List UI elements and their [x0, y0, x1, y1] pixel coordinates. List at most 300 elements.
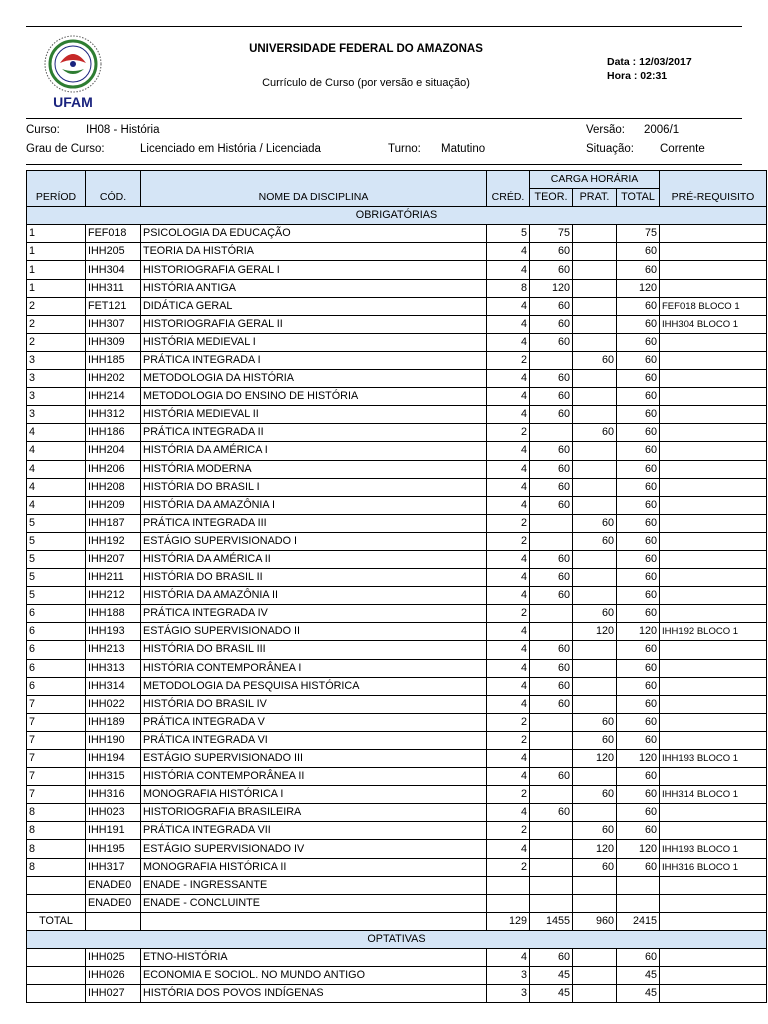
table-row — [27, 424, 767, 442]
col-periodo: PERÍOD — [27, 171, 86, 207]
cell-teorica: 60 — [530, 804, 573, 822]
cell-total: 45 — [617, 967, 660, 985]
cell-prerequisito — [660, 496, 767, 514]
cell-codigo: IHH185 — [86, 351, 141, 369]
cell-teorica: 60 — [530, 587, 573, 605]
cell-periodo: 3 — [27, 406, 86, 424]
cell-periodo: 5 — [27, 532, 86, 550]
cell-codigo: IHH194 — [86, 750, 141, 768]
cell-creditos: 4 — [487, 840, 530, 858]
cell-pratica — [573, 460, 617, 478]
table-row — [27, 279, 767, 297]
cell-teorica: 60 — [530, 569, 573, 587]
cell-pratica: 60 — [573, 731, 617, 749]
university-name: UNIVERSIDADE FEDERAL DO AMAZONAS — [249, 43, 483, 55]
cell-nome: MONOGRAFIA HISTÓRICA II — [141, 858, 487, 876]
cell-creditos: 4 — [487, 569, 530, 587]
cell-total: 60 — [617, 550, 660, 568]
cell-codigo: IHH314 — [86, 677, 141, 695]
cell-codigo: IHH207 — [86, 550, 141, 568]
cell-periodo: 8 — [27, 822, 86, 840]
cell-nome: PSICOLOGIA DA EDUCAÇÃO — [141, 225, 487, 243]
cell-periodo: 3 — [27, 388, 86, 406]
cell-teorica: 60 — [530, 478, 573, 496]
cell-nome: ESTÁGIO SUPERVISIONADO IV — [141, 840, 487, 858]
cell-periodo — [27, 949, 86, 967]
cell-teorica — [530, 605, 573, 623]
table-row — [27, 333, 767, 351]
cell-total: 60 — [617, 388, 660, 406]
cell-periodo: 7 — [27, 695, 86, 713]
cell-creditos: 4 — [487, 478, 530, 496]
cell-total: 60 — [617, 822, 660, 840]
cell-prerequisito — [660, 641, 767, 659]
section-obrigatorias — [27, 207, 767, 225]
cell-prerequisito — [660, 478, 767, 496]
cell-nome: HISTORIOGRAFIA BRASILEIRA — [141, 804, 487, 822]
date-label: Data : — [607, 56, 637, 68]
total-empty-codigo — [86, 912, 141, 930]
cell-total: 60 — [617, 333, 660, 351]
table-row — [27, 858, 767, 876]
cell-teorica: 75 — [530, 225, 573, 243]
cell-pratica: 60 — [573, 713, 617, 731]
cell-total: 120 — [617, 279, 660, 297]
cell-total: 60 — [617, 713, 660, 731]
cell-codigo: IHH190 — [86, 731, 141, 749]
cell-nome: HISTÓRIA ANTIGA — [141, 279, 487, 297]
cell-codigo: IHH316 — [86, 786, 141, 804]
total-empty-pre — [660, 912, 767, 930]
cell-prerequisito — [660, 243, 767, 261]
table-row — [27, 351, 767, 369]
cell-codigo: IHH193 — [86, 623, 141, 641]
cell-total: 60 — [617, 587, 660, 605]
cell-codigo: IHH195 — [86, 840, 141, 858]
cell-pratica — [573, 768, 617, 786]
section-label: OPTATIVAS — [27, 930, 767, 948]
total-empty-nome — [141, 912, 487, 930]
cell-nome: PRÁTICA INTEGRADA II — [141, 424, 487, 442]
cell-total: 60 — [617, 532, 660, 550]
cell-codigo: IHH307 — [86, 315, 141, 333]
table-row — [27, 822, 767, 840]
cell-pratica — [573, 406, 617, 424]
table-row — [27, 967, 767, 985]
cell-periodo: 8 — [27, 858, 86, 876]
cell-prerequisito — [660, 822, 767, 840]
cell-prerequisito: FEF018 BLOCO 1 — [660, 297, 767, 315]
cell-teorica — [530, 840, 573, 858]
curriculum-table — [26, 170, 767, 1003]
cell-periodo: 4 — [27, 478, 86, 496]
header-row-group — [27, 171, 767, 189]
cell-total: 60 — [617, 496, 660, 514]
cell-nome: HISTÓRIA CONTEMPORÂNEA II — [141, 768, 487, 786]
cell-teorica — [530, 750, 573, 768]
cell-nome: HISTÓRIA DO BRASIL III — [141, 641, 487, 659]
cell-periodo: 1 — [27, 243, 86, 261]
cell-prerequisito: IHH193 BLOCO 1 — [660, 840, 767, 858]
table-row — [27, 532, 767, 550]
table-row — [27, 460, 767, 478]
cell-codigo: IHH212 — [86, 587, 141, 605]
cell-total: 60 — [617, 804, 660, 822]
cell-pratica — [573, 695, 617, 713]
cell-periodo: 7 — [27, 750, 86, 768]
cell-prerequisito — [660, 677, 767, 695]
cell-teorica: 60 — [530, 442, 573, 460]
cell-creditos: 5 — [487, 225, 530, 243]
cell-teorica — [530, 532, 573, 550]
info-divider — [26, 164, 742, 165]
cell-periodo — [27, 894, 86, 912]
cell-periodo: 2 — [27, 333, 86, 351]
cell-teorica — [530, 822, 573, 840]
time-value: 02:31 — [640, 70, 668, 82]
table-row — [27, 550, 767, 568]
cell-creditos: 2 — [487, 858, 530, 876]
cell-periodo: 2 — [27, 297, 86, 315]
cell-nome: HISTÓRIA MODERNA — [141, 460, 487, 478]
cell-nome: HISTORIOGRAFIA GERAL I — [141, 261, 487, 279]
cell-codigo: IHH191 — [86, 822, 141, 840]
cell-codigo: IHH304 — [86, 261, 141, 279]
table-row — [27, 388, 767, 406]
cell-periodo — [27, 985, 86, 1003]
cell-nome: HISTÓRIA DOS POVOS INDÍGENAS — [141, 985, 487, 1003]
cell-prerequisito: IHH316 BLOCO 1 — [660, 858, 767, 876]
cell-creditos: 2 — [487, 532, 530, 550]
cell-total: 60 — [617, 514, 660, 532]
cell-total: 45 — [617, 985, 660, 1003]
cell-total: 60 — [617, 442, 660, 460]
cell-prerequisito — [660, 985, 767, 1003]
cell-codigo: FEF018 — [86, 225, 141, 243]
cell-pratica — [573, 225, 617, 243]
cell-prerequisito — [660, 370, 767, 388]
cell-teorica — [530, 876, 573, 894]
table-row — [27, 677, 767, 695]
col-nome: NOME DA DISCIPLINA — [141, 171, 487, 207]
cell-creditos: 2 — [487, 424, 530, 442]
cell-pratica — [573, 478, 617, 496]
cell-teorica: 60 — [530, 243, 573, 261]
cell-prerequisito — [660, 768, 767, 786]
cell-periodo: 7 — [27, 713, 86, 731]
cell-creditos: 4 — [487, 333, 530, 351]
cell-periodo: 7 — [27, 768, 86, 786]
cell-prerequisito — [660, 351, 767, 369]
cell-creditos: 4 — [487, 261, 530, 279]
table-row — [27, 315, 767, 333]
cell-nome: HISTÓRIA MEDIEVAL I — [141, 333, 487, 351]
table-row — [27, 985, 767, 1003]
cell-codigo: IHH209 — [86, 496, 141, 514]
table-row — [27, 297, 767, 315]
cell-total: 60 — [617, 243, 660, 261]
table-row — [27, 894, 767, 912]
versao-label: Versão: — [586, 124, 625, 136]
cell-codigo: FET121 — [86, 297, 141, 315]
cell-nome: PRÁTICA INTEGRADA VI — [141, 731, 487, 749]
turno-label: Turno: — [388, 143, 421, 155]
table-row — [27, 514, 767, 532]
situacao-value: Corrente — [660, 143, 705, 155]
table-row — [27, 243, 767, 261]
cell-nome: PRÁTICA INTEGRADA I — [141, 351, 487, 369]
cell-codigo: IHH312 — [86, 406, 141, 424]
cell-prerequisito — [660, 424, 767, 442]
cell-pratica: 120 — [573, 840, 617, 858]
cell-pratica: 60 — [573, 605, 617, 623]
table-row — [27, 695, 767, 713]
cell-teorica: 60 — [530, 550, 573, 568]
table-row — [27, 605, 767, 623]
cell-teorica: 60 — [530, 406, 573, 424]
cell-prerequisito — [660, 967, 767, 985]
cell-teorica — [530, 858, 573, 876]
table-row — [27, 442, 767, 460]
cell-periodo: 3 — [27, 370, 86, 388]
cell-nome: ETNO-HISTÓRIA — [141, 949, 487, 967]
cell-nome: PRÁTICA INTEGRADA VII — [141, 822, 487, 840]
grau-label: Grau de Curso: — [26, 143, 105, 155]
cell-teorica: 60 — [530, 949, 573, 967]
cell-periodo: 6 — [27, 677, 86, 695]
cell-total: 60 — [617, 677, 660, 695]
table-row — [27, 786, 767, 804]
col-total: TOTAL — [617, 189, 660, 207]
cell-total: 60 — [617, 351, 660, 369]
cell-prerequisito — [660, 804, 767, 822]
cell-nome: METODOLOGIA DA HISTÓRIA — [141, 370, 487, 388]
table-row — [27, 641, 767, 659]
cell-total — [617, 894, 660, 912]
cell-nome: HISTÓRIA DO BRASIL I — [141, 478, 487, 496]
cell-creditos: 4 — [487, 804, 530, 822]
total-row — [27, 912, 767, 930]
cell-nome: HISTORIOGRAFIA GERAL II — [141, 315, 487, 333]
cell-nome: ENADE - CONCLUINTE — [141, 894, 487, 912]
cell-teorica: 60 — [530, 677, 573, 695]
cell-codigo: ENADE0 — [86, 876, 141, 894]
cell-prerequisito — [660, 514, 767, 532]
cell-nome: HISTÓRIA DO BRASIL IV — [141, 695, 487, 713]
cell-teorica — [530, 424, 573, 442]
col-teorica: TEOR. — [530, 189, 573, 207]
cell-teorica — [530, 786, 573, 804]
cell-periodo — [27, 967, 86, 985]
cell-nome: HISTÓRIA DA AMÉRICA I — [141, 442, 487, 460]
cell-nome: METODOLOGIA DO ENSINO DE HISTÓRIA — [141, 388, 487, 406]
cell-teorica: 60 — [530, 333, 573, 351]
total-label: TOTAL — [27, 912, 86, 930]
cell-creditos: 4 — [487, 297, 530, 315]
cell-nome: ENADE - INGRESSANTE — [141, 876, 487, 894]
cell-pratica: 60 — [573, 351, 617, 369]
cell-teorica: 60 — [530, 297, 573, 315]
cell-pratica — [573, 496, 617, 514]
cell-periodo: 6 — [27, 659, 86, 677]
cell-creditos: 3 — [487, 985, 530, 1003]
table-row — [27, 370, 767, 388]
cell-pratica — [573, 315, 617, 333]
cell-prerequisito — [660, 605, 767, 623]
cell-total: 60 — [617, 370, 660, 388]
cell-creditos: 4 — [487, 243, 530, 261]
cell-pratica — [573, 442, 617, 460]
cell-pratica — [573, 641, 617, 659]
table-row — [27, 750, 767, 768]
cell-pratica — [573, 949, 617, 967]
cell-total: 60 — [617, 406, 660, 424]
cell-teorica — [530, 894, 573, 912]
cell-pratica — [573, 677, 617, 695]
cell-creditos: 8 — [487, 279, 530, 297]
cell-prerequisito — [660, 261, 767, 279]
cell-pratica — [573, 569, 617, 587]
cell-codigo: IHH189 — [86, 713, 141, 731]
cell-nome: HISTÓRIA MEDIEVAL II — [141, 406, 487, 424]
cell-pratica — [573, 333, 617, 351]
cell-periodo: 5 — [27, 550, 86, 568]
cell-nome: ESTÁGIO SUPERVISIONADO I — [141, 532, 487, 550]
cell-nome: MONOGRAFIA HISTÓRICA I — [141, 786, 487, 804]
cell-teorica — [530, 713, 573, 731]
cell-nome: DIDÁTICA GERAL — [141, 297, 487, 315]
cell-creditos: 4 — [487, 496, 530, 514]
cell-creditos: 4 — [487, 406, 530, 424]
cell-periodo: 6 — [27, 623, 86, 641]
cell-creditos: 2 — [487, 713, 530, 731]
cell-nome: TEORIA DA HISTÓRIA — [141, 243, 487, 261]
cell-teorica — [530, 514, 573, 532]
cell-total: 60 — [617, 261, 660, 279]
cell-prerequisito — [660, 659, 767, 677]
cell-codigo: IHH023 — [86, 804, 141, 822]
cell-teorica: 60 — [530, 695, 573, 713]
cell-periodo: 7 — [27, 786, 86, 804]
cell-total — [617, 876, 660, 894]
curso-value: IH08 - História — [86, 124, 160, 136]
cell-periodo: 5 — [27, 587, 86, 605]
cell-creditos — [487, 894, 530, 912]
cell-periodo: 5 — [27, 569, 86, 587]
cell-creditos: 2 — [487, 351, 530, 369]
versao-value: 2006/1 — [644, 124, 680, 136]
table-row — [27, 478, 767, 496]
col-carga-horaria: CARGA HORÁRIA — [530, 171, 660, 189]
cell-total: 60 — [617, 478, 660, 496]
cell-codigo: IHH309 — [86, 333, 141, 351]
cell-creditos: 4 — [487, 388, 530, 406]
cell-pratica — [573, 297, 617, 315]
cell-pratica: 60 — [573, 532, 617, 550]
cell-pratica: 60 — [573, 786, 617, 804]
cell-prerequisito — [660, 876, 767, 894]
table-row — [27, 768, 767, 786]
cell-teorica: 60 — [530, 388, 573, 406]
total-pratica: 960 — [573, 912, 617, 930]
cell-creditos: 4 — [487, 949, 530, 967]
cell-pratica — [573, 279, 617, 297]
cell-teorica: 60 — [530, 641, 573, 659]
cell-teorica: 60 — [530, 496, 573, 514]
cell-pratica: 120 — [573, 750, 617, 768]
cell-creditos: 4 — [487, 370, 530, 388]
cell-prerequisito: IHH304 BLOCO 1 — [660, 315, 767, 333]
cell-total: 60 — [617, 315, 660, 333]
cell-creditos: 4 — [487, 750, 530, 768]
cell-creditos: 4 — [487, 768, 530, 786]
col-creditos: CRÉD. — [487, 171, 530, 207]
cell-prerequisito — [660, 587, 767, 605]
cell-nome: ESTÁGIO SUPERVISIONADO III — [141, 750, 487, 768]
cell-total: 120 — [617, 750, 660, 768]
cell-creditos: 4 — [487, 695, 530, 713]
cell-nome: HISTÓRIA DO BRASIL II — [141, 569, 487, 587]
cell-creditos: 4 — [487, 677, 530, 695]
cell-pratica — [573, 894, 617, 912]
table-row — [27, 225, 767, 243]
cell-pratica — [573, 550, 617, 568]
cell-total: 60 — [617, 297, 660, 315]
cell-teorica — [530, 731, 573, 749]
cell-pratica: 60 — [573, 514, 617, 532]
cell-pratica — [573, 659, 617, 677]
cell-prerequisito: IHH314 BLOCO 1 — [660, 786, 767, 804]
table-row — [27, 659, 767, 677]
cell-total: 60 — [617, 731, 660, 749]
table-row — [27, 840, 767, 858]
cell-pratica — [573, 587, 617, 605]
cell-periodo: 6 — [27, 605, 86, 623]
total-teorica: 1455 — [530, 912, 573, 930]
cell-prerequisito — [660, 406, 767, 424]
total-total: 2415 — [617, 912, 660, 930]
cell-total: 60 — [617, 659, 660, 677]
cell-creditos: 2 — [487, 605, 530, 623]
cell-periodo: 1 — [27, 225, 86, 243]
cell-creditos: 4 — [487, 550, 530, 568]
header-divider — [26, 118, 742, 119]
cell-creditos: 2 — [487, 731, 530, 749]
cell-prerequisito: IHH193 BLOCO 1 — [660, 750, 767, 768]
cell-creditos: 4 — [487, 442, 530, 460]
cell-teorica: 45 — [530, 967, 573, 985]
cell-total: 120 — [617, 623, 660, 641]
cell-total: 60 — [617, 641, 660, 659]
table-row — [27, 406, 767, 424]
cell-codigo: IHH026 — [86, 967, 141, 985]
cell-nome: HISTÓRIA DA AMAZÔNIA I — [141, 496, 487, 514]
cell-codigo: IHH311 — [86, 279, 141, 297]
cell-codigo: IHH208 — [86, 478, 141, 496]
cell-total: 60 — [617, 949, 660, 967]
cell-nome: HISTÓRIA DA AMÉRICA II — [141, 550, 487, 568]
cell-total: 120 — [617, 840, 660, 858]
top-rule — [26, 26, 742, 27]
cell-periodo: 4 — [27, 496, 86, 514]
cell-teorica: 60 — [530, 261, 573, 279]
cell-creditos: 4 — [487, 460, 530, 478]
cell-total: 60 — [617, 424, 660, 442]
cell-teorica: 120 — [530, 279, 573, 297]
cell-prerequisito — [660, 333, 767, 351]
cell-total: 75 — [617, 225, 660, 243]
table-row — [27, 949, 767, 967]
